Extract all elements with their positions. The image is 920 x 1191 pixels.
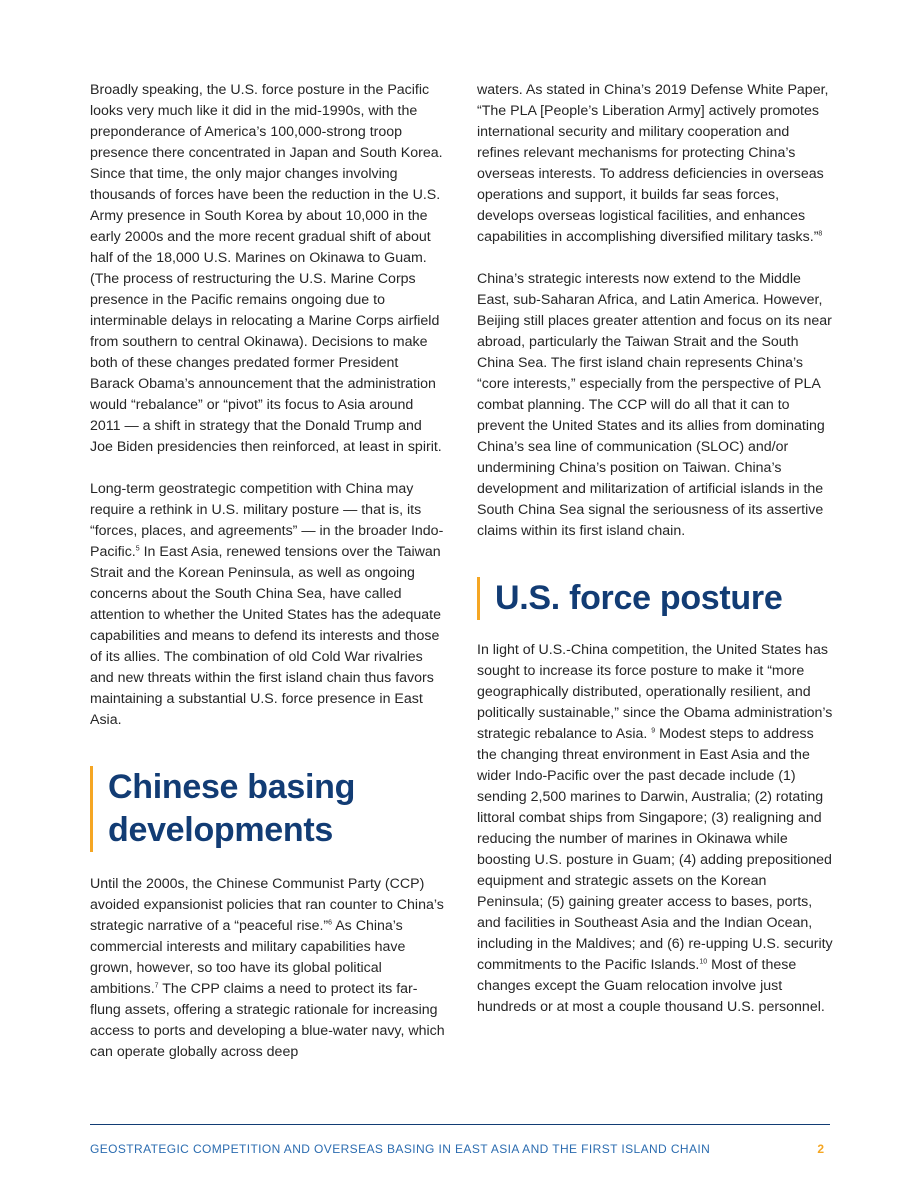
- paragraph-text: Modest steps to address the changing threat environment in East Asia and the wider Indo-Pacific over the past decade include (1) sending 2,500 marines to Darwin, Australia; (2) rotating littoral combat ships from Singapore; (3) realigning and reducing the number of marines in Okinawa while boosting U.S. posture in Guam; (4) adding prepositioned equipment and strategic assets on the Korean Peninsula; (5) gaining greater access to bases, ports, and facilities in Southeast Asia and the Indian Ocean, including in the Maldives; and (6) re-upping U.S. security commitments to the Pacific Islands.: [477, 726, 833, 973]
- footnote-ref[interactable]: 6: [328, 919, 333, 927]
- footnote-ref[interactable]: 9: [651, 727, 656, 735]
- paragraph-text: The CPP claims a need to protect its far-flung assets, offering a strategic rationale for increasing access to ports and developing a blue-water navy, which can operate globally across deep: [90, 981, 445, 1060]
- paragraph-text: Long-term geostrategic competition with China may require a rethink in U.S. military posture — that is, its “forces, places, and agreements” — in the broader Indo-Pacific.: [90, 481, 444, 560]
- paragraph-defense-white-paper: [477, 80, 833, 248]
- paragraph-text: In light of U.S.-China competition, the United States has sought to increase its force posture to make it “more geographically distributed, operationally resilient, and politically sustainable,” since the Obama administration’s strategic rebalance to Asia.: [477, 642, 833, 742]
- footnote-ref[interactable]: 8: [818, 230, 823, 238]
- paragraph-geostrategic-competition: [90, 479, 446, 731]
- paragraph-ccp-policies: [90, 874, 446, 1063]
- section-heading-chinese-basing: Chinese basing developments: [90, 766, 446, 852]
- left-column: [90, 80, 446, 1063]
- section-heading-us-force-posture: U.S. force posture: [477, 577, 833, 620]
- paragraph-force-posture-history: Broadly speaking, the U.S. force posture in the Pacific looks very much like it did in the mid-1990s, with the preponderance of America’s 100,000-strong troop presence there concentrated in Japan and South Korea. Since that time, the only major changes involving thousands of forces have been the reduction in the U.S. Army presence in South Korea by about 10,000 in the early 2000s and the more recent gradual shift of about half of the 18,000 U.S. Marines on Okinawa to Guam. (The process of restructuring the U.S. Marine Corps presence in the Pacific remains ongoing due to interminable delays in relocating a Marine Corps airfield from southern to central Okinawa). Decisions to make both of these changes predated former President Barack Obama’s announcement that the administration would “rebalance” or “pivot” its focus to Asia around 2011 — a shift in strategy that the Donald Trump and Joe Biden presidencies then reinforced, at least in spirit.: [90, 82, 443, 455]
- page-number: 2: [817, 1142, 824, 1156]
- paragraph-text: As China’s commercial interests and military capabilities have grown, however, so too have its global political ambitions.: [90, 918, 406, 997]
- footnote-ref[interactable]: 7: [154, 982, 159, 990]
- footnote-ref[interactable]: 10: [699, 958, 708, 966]
- paragraph-text: In East Asia, renewed tensions over the Taiwan Strait and the Korean Peninsula, as well as ongoing concerns about the South China Sea, have called attention to whether the United States has the adequate capabilities and means to defend its interests and those of its allies. The combination of old Cold War rivalries and new threats within the first island chain thus favors maintaining a substantial U.S. force presence in East Asia.: [90, 544, 441, 728]
- footer-title: GEOSTRATEGIC COMPETITION AND OVERSEAS BASING IN EAST ASIA AND THE FIRST ISLAND CHAIN: [90, 1142, 711, 1156]
- footnote-ref[interactable]: 5: [135, 545, 140, 553]
- footer-divider: [90, 1124, 830, 1125]
- right-column: [477, 80, 833, 1018]
- paragraph-strategic-interests: China’s strategic interests now extend to the Middle East, sub-Saharan Africa, and Latin America. However, Beijing still places greater attention and focus on its near abroad, particularly the Taiwan Strait and the South China Sea. The first island chain represents China’s “core interests,” especially from the perspective of PLA combat planning. The CCP will do all that it can to prevent the United States and its allies from dominating China’s sea line of communication (SLOC) and/or undermining China’s position on Taiwan. China’s development and militarization of artificial islands in the South China Sea signal the seriousness of its assertive claims within its first island chain.: [477, 271, 832, 539]
- paragraph-text: Most of these changes except the Guam relocation involve just hundreds or at most a couple thousand U.S. personnel.: [477, 957, 825, 1015]
- paragraph-text: Until the 2000s, the Chinese Communist Party (CCP) avoided expansionist policies that ran counter to China’s strategic narrative of a “peaceful rise.”: [90, 876, 444, 934]
- paragraph-text: waters. As stated in China’s 2019 Defense White Paper, “The PLA [People’s Liberation Army] actively promotes international security and military cooperation and refines relevant mechanisms for protecting China’s overseas interests. To address deficiencies in overseas operations and support, it builds far seas forces, develops overseas logistical facilities, and enhances capabilities in accomplishing diversified military tasks.”: [477, 82, 829, 245]
- paragraph-us-china-competition: [477, 640, 833, 1018]
